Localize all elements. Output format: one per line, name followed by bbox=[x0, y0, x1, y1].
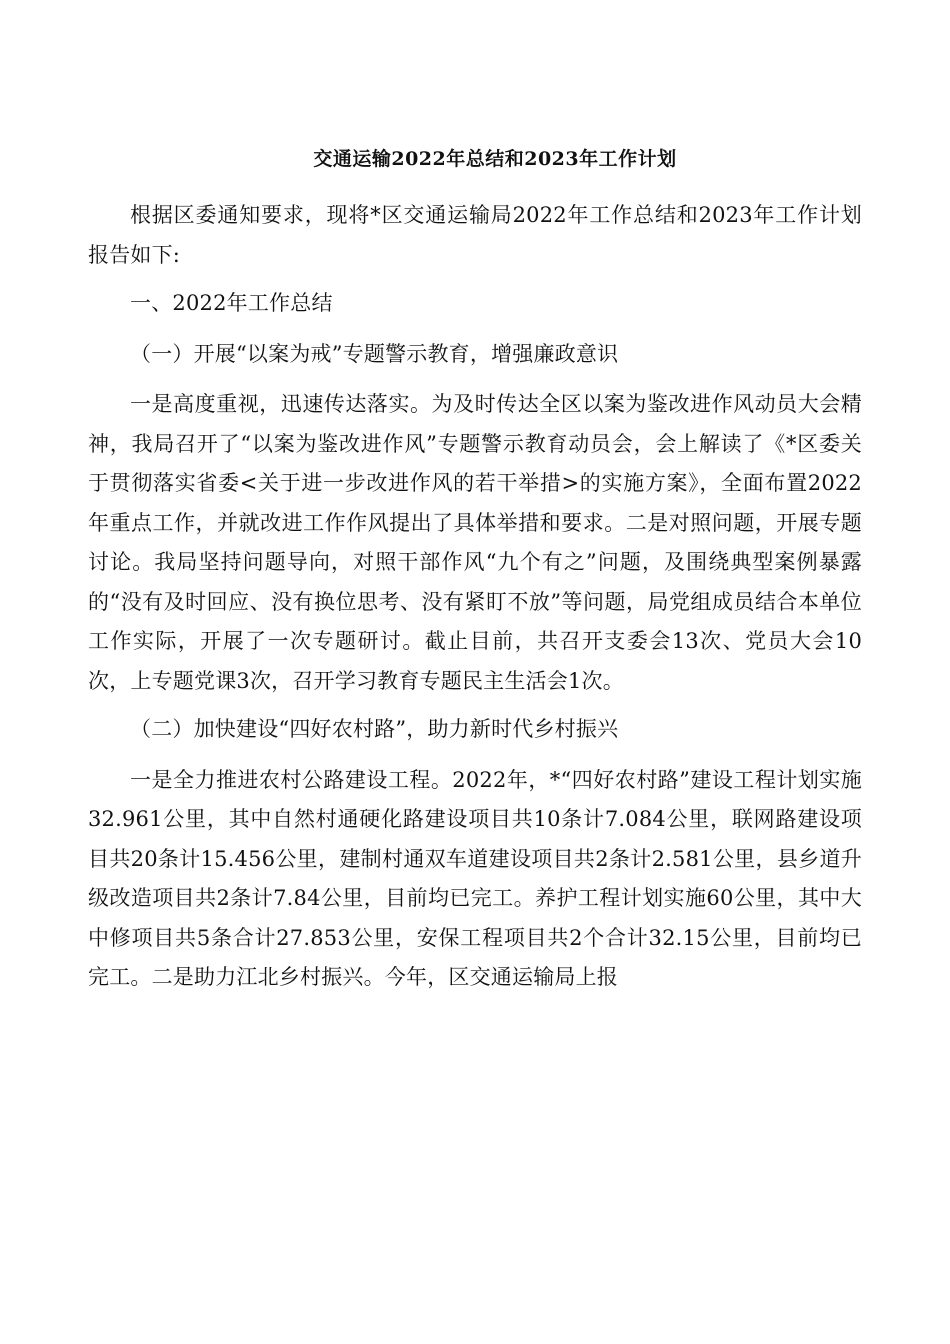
body-paragraph-2: 一是全力推进农村公路建设工程。2022年，*“四好农村路”建设工程计划实施32.961公里，其中自然村通硬化路建设项目共10条计7.084公里，联网路建设项目共20条计15.456公里，建制村通双车道建设项目共2条计2.581公里，县乡道升级改造项目共2条计7.84公里，目前均已完工。养护工程计划实施60公里，其中大中修项目共5条合计27.853公里，安保工程项目共2个合计32.15公里，目前均已完工。二是助力江北乡村振兴。今年，区交通运输局上报 bbox=[88, 767, 862, 989]
document-title: 交通运输2022年总结和2023年工作计划 bbox=[313, 148, 677, 170]
document-body bbox=[88, 196, 862, 1007]
subsection-heading-1: （一）开展“以案为戒”专题警示教育，增强廉政意识 bbox=[130, 341, 619, 366]
subsection-heading-2: （二）加快建设“四好农村路”，助力新时代乡村振兴 bbox=[130, 717, 619, 741]
section-heading-1: 一、2022年工作总结 bbox=[130, 291, 333, 315]
body-paragraph-1: 一是高度重视，迅速传达落实。为及时传达全区以案为鉴改进作风动员大会精神，我局召开了“以案为鉴改进作风”专题警示教育动员会，会上解读了《*区委关于贯彻落实省委<关于进一步改进作风的若干举措>的实施方案》，全面布置2022年重点工作，并就改进工作作风提出了具体举措和要求。二是对照问题，开展专题讨论。我局坚持问题导向，对照干部作风“九个有之”问题，及围绕典型案例暴露的“没有及时回应、没有换位思考、没有紧盯不放”等问题，局党组成员结合本单位工作实际，开展了一次专题研讨。截止目前，共召开支委会13次、党员大会10次，上专题党课3次，召开学习教育专题民主生活会1次。 bbox=[88, 392, 862, 693]
intro-paragraph: 根据区委通知要求，现将*区交通运输局2022年工作总结和2023年工作计划报告如下: bbox=[88, 203, 862, 267]
